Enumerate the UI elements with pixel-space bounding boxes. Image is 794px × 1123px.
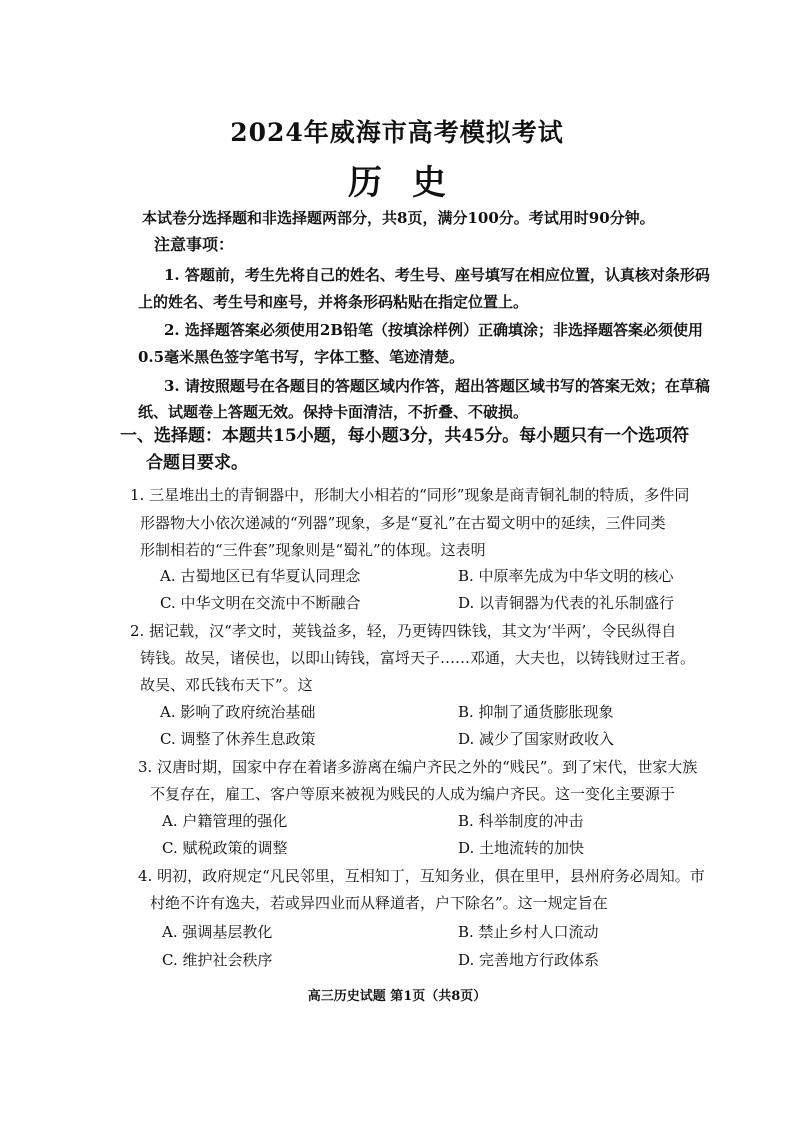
q4-option-c[interactable]: C. 维护社会秩序 [162, 951, 273, 969]
q1-option-b[interactable]: B. 中原率先成为中华文明的核心 [458, 567, 674, 585]
q4-option-d[interactable]: D. 完善地方行政体系 [458, 951, 600, 969]
intro-text: 本试卷分选择题和非选择题两部分，共8页，满分100分。考试用时90分钟。 [142, 209, 655, 227]
section-heading-line-1: 一、选择题：本题共15小题，每小题3分，共45分。每小题只有一个选项符 [120, 426, 690, 446]
subject-title: 历史 [348, 163, 476, 203]
q2-line-1: 2. 据记载，汉“孝文时，荚钱益多，轻，乃更铸四铢钱，其文为‘半两’，令民纵得自 [130, 622, 677, 640]
q3-option-b[interactable]: B. 科举制度的冲击 [458, 812, 584, 830]
notice-1-line-2: 上的姓名、考生号和座号，并将条形码粘贴在指定位置上。 [138, 293, 529, 311]
notice-3-line-1: 3. 请按照题号在各题目的答题区域内作答，超出答题区域书写的答案无效；在草稿 [164, 377, 710, 395]
q2-line-2: 铸钱。故吴，诸侯也，以即山铸钱，富埒天子……邓通，大夫也，以铸钱财过王者。 [140, 649, 696, 667]
q1-line-1: 1. 三星堆出土的青铜器中，形制大小相若的“同形”现象是商青铜礼制的特质，多件同 [130, 486, 690, 504]
q4-option-b[interactable]: B. 禁止乡村人口流动 [458, 923, 599, 941]
q3-line-1: 3. 汉唐时期，国家中存在着诸多游离在编户齐民之外的“贱民”。到了宋代，世家大族 [138, 758, 698, 776]
notice-2-line-1: 2. 选择题答案必须使用2B铅笔（按填涂样例）正确填涂；非选择题答案必须使用 [164, 321, 704, 339]
notice-title: 注意事项： [154, 235, 235, 254]
q3-line-2: 不复存在，雇工、客户等原来被视为贱民的人成为编户齐民。这一变化主要源于 [150, 785, 676, 803]
q3-option-a[interactable]: A. 户籍管理的强化 [162, 812, 288, 830]
section-heading-line-2: 合题目要求。 [146, 453, 248, 473]
q4-line-1: 4. 明初，政府规定“凡民邻里，互相知丁，互知务业，俱在里甲，县州府务必周知。市 [138, 867, 705, 885]
q2-option-a[interactable]: A. 影响了政府统治基础 [160, 703, 316, 721]
notice-3-line-2: 纸、试题卷上答题无效。保持卡面清洁，不折叠、不破损。 [138, 403, 529, 421]
q4-option-a[interactable]: A. 强调基层教化 [162, 923, 273, 941]
q2-option-d[interactable]: D. 减少了国家财政收入 [458, 730, 615, 748]
q4-line-2: 村绝不许有逸夫，若或异四业而从释道者，户下除名”。这一规定旨在 [150, 894, 608, 912]
q1-option-c[interactable]: C. 中华文明在交流中不断融合 [160, 594, 361, 612]
q1-line-3: 形制相若的“三件套”现象则是“蜀礼”的体现。这表明 [140, 541, 486, 559]
q3-option-d[interactable]: D. 土地流转的加快 [458, 839, 585, 857]
exam-title: 2024年威海市高考模拟考试 [230, 118, 564, 147]
q1-option-d[interactable]: D. 以青铜器为代表的礼乐制盛行 [458, 594, 675, 612]
notice-1-line-1: 1. 答题前，考生先将自己的姓名、考生号、座号填写在相应位置，认真核对条形码 [164, 266, 710, 284]
q3-option-c[interactable]: C. 赋税政策的调整 [162, 839, 288, 857]
q2-option-b[interactable]: B. 抑制了通货膨胀现象 [458, 703, 614, 721]
notice-2-line-2: 0.5毫米黑色签字笔书写，字体工整、笔迹清楚。 [138, 348, 465, 366]
q1-option-a[interactable]: A. 古蜀地区已有华夏认同理念 [160, 567, 361, 585]
q2-line-3: 故吴、邓氏钱布天下”。这 [140, 676, 313, 694]
page-footer: 高三历史试题 第1页（共8页） [307, 989, 487, 1004]
q1-line-2: 形器物大小依次递减的“列器”现象，多是“夏礼”在古蜀文明中的延续，三件同类 [140, 514, 666, 532]
q2-option-c[interactable]: C. 调整了休养生息政策 [160, 730, 316, 748]
